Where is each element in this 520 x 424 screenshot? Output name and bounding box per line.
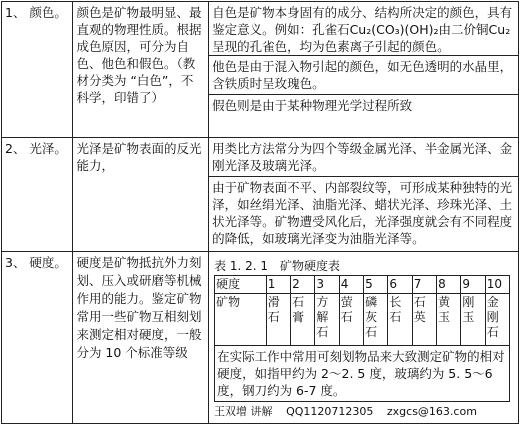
hardness-level-row <box>215 276 510 294</box>
mineral-name: 方解石 <box>315 294 339 346</box>
definition-cell <box>73 252 209 424</box>
details-cell <box>209 138 519 252</box>
definition-text: 硬度是矿物抵抗外力刻划、压入或研磨等机械作用的能力。鉴定矿物常用一些矿物互相刻划来测定相对硬度，一般分为 10 个标准等级 <box>76 255 202 360</box>
table-row <box>2 2 519 138</box>
mineral-name: 滑石 <box>266 294 290 346</box>
mineral-name: 金刚石 <box>485 294 509 346</box>
mineral-name: 刚玉 <box>461 294 485 346</box>
author-name: 王双增 讲解 <box>214 405 273 418</box>
hardness-level: 5 <box>364 276 388 294</box>
mineral-name: 石膏 <box>291 294 315 346</box>
definition-text: 颜色是矿物最明显、最直观的物理性质。根据成色原因，可分为自色、他色和假色。（教材分类为 “白色”，不科学，印错了） <box>76 5 202 105</box>
hardness-note: 在实际工作中常用可刻划物品来大致测定矿物的相对硬度，如指甲约为 2～2. 5 度，玻璃约为 5. 5～6 度，钢刀约为 6-7 度。 <box>214 346 510 402</box>
hardness-level: 1 <box>266 276 290 294</box>
author-email: zxgcs@163.com <box>386 405 477 418</box>
details-cell <box>209 252 519 424</box>
mineral-name: 萤石 <box>339 294 363 346</box>
hardness-level: 4 <box>339 276 363 294</box>
mineral-name: 磷灰石 <box>364 294 388 346</box>
hardness-table <box>214 275 510 346</box>
detail-text: 用类比方法常分为四个等级金属光泽、半金属光泽、金刚光泽及玻璃光泽。 <box>212 141 513 173</box>
property-label-cell <box>2 138 73 252</box>
mineral-name: 石英 <box>412 294 436 346</box>
property-label: 2、 光泽。 <box>5 141 67 156</box>
table-row <box>2 138 519 252</box>
hardness-level: 8 <box>437 276 461 294</box>
property-label-cell <box>2 252 73 424</box>
hardness-header-label: 硬度 <box>215 276 267 294</box>
definition-cell <box>73 138 209 252</box>
mineral-name: 长石 <box>388 294 412 346</box>
definition-text: 光泽是矿物表面的反光能力， <box>76 141 202 173</box>
detail-text: 自色是矿物本身固有的成分、结构所决定的颜色，具有鉴定意义。例如：孔雀石Cu₂(CO₃)(OH)₂由二价铜Cu₂呈现的孔雀色，均为色素离子引起的颜色。 <box>212 5 513 54</box>
definition-cell <box>73 2 209 138</box>
detail-text: 他色是由于混入物引起的颜色，如无色透明的水晶里，含铁质时呈玫瑰色。 <box>209 55 518 94</box>
table-row <box>2 252 519 424</box>
author-qq: QQ1120712305 <box>286 405 374 418</box>
author-line <box>214 402 515 420</box>
hardness-mineral-row <box>215 294 510 346</box>
hardness-level: 2 <box>291 276 315 294</box>
hardness-level: 10 <box>485 276 509 294</box>
hardness-level: 6 <box>388 276 412 294</box>
hardness-level: 3 <box>315 276 339 294</box>
hardness-section <box>209 252 518 423</box>
property-label: 1、 颜色。 <box>5 5 67 20</box>
detail-text: 假色则是由于某种物理光学过程所致 <box>209 94 518 116</box>
mineral-header-label: 矿物 <box>215 294 267 346</box>
details-cell <box>209 2 519 138</box>
property-label-cell <box>2 2 73 138</box>
detail-text: 由于矿物表面不平、内部裂纹等，可形成某种独特的光泽，如丝绢光泽、油脂光泽、蜡状光泽、珍珠光泽、土状光泽等。矿物遭受风化后，光泽强度就会有不同程度的降低，如玻璃光泽变为油脂光泽等。 <box>209 176 518 251</box>
mineral-properties-table <box>1 1 519 424</box>
hardness-level: 9 <box>461 276 485 294</box>
property-label: 3、 硬度。 <box>5 255 67 270</box>
hardness-level: 7 <box>412 276 436 294</box>
mineral-name: 黄玉 <box>437 294 461 346</box>
hardness-table-caption: 表 1. 2. 1 矿物硬度表 <box>214 259 341 273</box>
